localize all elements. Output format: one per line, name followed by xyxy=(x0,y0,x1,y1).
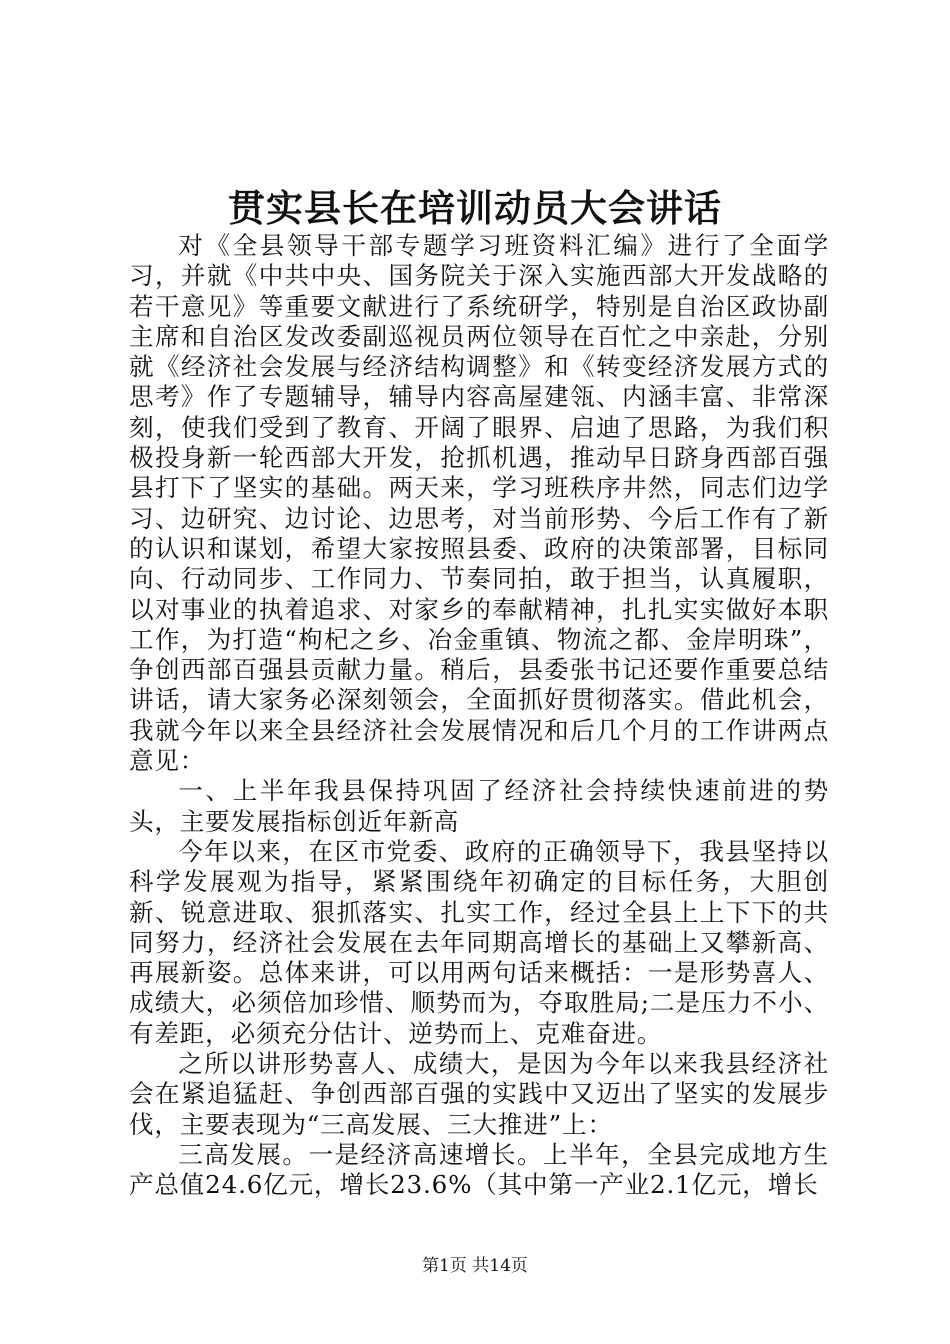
section-heading: 一、上半年我县保持巩固了经济社会持续快速前进的势头，主要发展指标创近年新高 xyxy=(129,776,829,836)
page-footer: 第1页 共14页 xyxy=(422,1256,528,1276)
document-body xyxy=(129,231,829,1201)
body-paragraph: 对《全县领导干部专题学习班资料汇编》进行了全面学习，并就《中共中央、国务院关于深入实施西部大开发战略的若干意见》等重要文献进行了系统研学，特别是自治区政协副主席和自治区发改委副巡视员两位领导在百忙之中亲赴，分别就《经济社会发展与经济结构调整》和《转变经济发展方式的思考》作了专题辅导，辅导内容高屋建瓴、内涵丰富、非常深刻，使我们受到了教育、开阔了眼界、启迪了思路，为我们积极投身新一轮西部大开发，抢抓机遇，推动早日跻身西部百强县打下了坚实的基础。两天来，学习班秩序井然，同志们边学习、边研究、边讨论、边思考，对当前形势、今后工作有了新的认识和谋划，希望大家按照县委、政府的决策部署，目标同向、行动同步、工作同力、节奏同拍，敢于担当，认真履职，以对事业的执着追求、对家乡的奉献精神，扎扎实实做好本职工作，为打造“枸杞之乡、冶金重镇、物流之都、金岸明珠”，争创西部百强县贡献力量。稍后，县委张书记还要作重要总结讲话，请大家务必深刻领会，全面抓好贯彻落实。借此机会，我就今年以来全县经济社会发展情况和后几个月的工作讲两点意见： xyxy=(129,231,829,776)
body-paragraph: 今年以来，在区市党委、政府的正确领导下，我县坚持以科学发展观为指导，紧紧围绕年初确定的目标任务，大胆创新、锐意进取、狠抓落实、扎实工作，经过全县上上下下的共同努力，经济社会发展在去年同期高增长的基础上又攀新高、再展新姿。总体来讲，可以用两句话来概括：一是形势喜人、成绩大，必须倍加珍惜、顺势而为，夺取胜局;二是压力不小、有差距，必须充分估计、逆势而上、克难奋进。 xyxy=(129,836,829,1048)
document-title: 贯实县长在培训动员大会讲话 xyxy=(228,186,722,230)
body-paragraph: 三高发展。一是经济高速增长。上半年，全县完成地方生产总值24.6亿元，增长23.6%（其中第一产业2.1亿元，增长 xyxy=(129,1139,829,1200)
body-paragraph: 之所以讲形势喜人、成绩大，是因为今年以来我县经济社会在紧追猛赶、争创西部百强的实践中又迈出了坚实的发展步伐，主要表现为“三高发展、三大推进”上： xyxy=(129,1049,829,1139)
